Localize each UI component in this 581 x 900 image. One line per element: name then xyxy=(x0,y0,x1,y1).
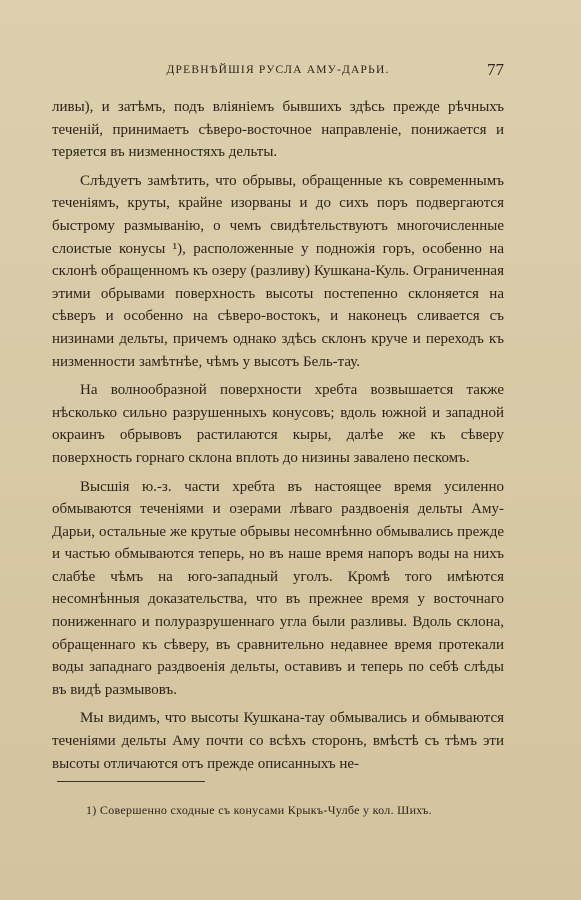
paragraph-2: Слѣдуетъ замѣтить, что обрывы, обращенные къ современнымъ теченіямъ, круты, крайне изорваны и до сихъ поръ подвергаются быстрому размыванію, о чемъ свидѣтельствуютъ многочисленные слоистые конусы ¹), расположенные у подножія горъ, особенно на склонѣ обращенномъ къ озеру (разливу) Кушкана-Куль. Ограниченная этими обрывами поверхность высоты постепенно склоняется на сѣверъ и особенно на сѣверо-востокъ, и наконецъ сливается съ низинами дельты, причемъ однако здѣсь склонъ круче и переходъ къ низменности замѣтнѣе, чѣмъ у высотъ Бель-тау. xyxy=(52,172,504,370)
page-header xyxy=(52,60,504,84)
footnote-rule xyxy=(57,781,205,782)
paragraph-5: Мы видимъ, что высоты Кушкана-тау обмывались и обмываются теченіями дельты Аму почти со всѣхъ сторонъ, вмѣстѣ съ тѣмъ эти высоты отличаются отъ прежде описанныхъ не- xyxy=(52,710,504,772)
paragraph-4: Высшія ю.-з. части хребта въ настоящее время усиленно обмываются теченіями и озерами лѣваго раздвоенія дельты Аму-Дарьи, остальные же крутые обрывы несомнѣнно обмывались прежде и частью обмываются теперь, но въ наше время напоръ воды на нихъ слабѣе чѣмъ на юго-западный уголъ. Кромѣ того имѣются несомнѣнныя доказательства, что въ прежнее время у восточнаго пониженнаго и полуразрушеннаго угла были разливы. Вдоль склона, обращеннаго къ сѣверу, въ сравнительно недавнее время протекали воды западнаго раздвоенія дельты, оставивъ и теперь по себѣ слѣды въ видѣ размывовъ. xyxy=(52,478,504,698)
footnote: 1) Совершенно сходные съ конусами Крыкъ-Чулбе у кол. Шихъ. xyxy=(86,803,432,817)
paragraph-1: ливы), и затѣмъ, подъ вліяніемъ бывшихъ здѣсь прежде рѣчныхъ теченій, принимаетъ сѣверо-восточное направленіе, понижается и теряется въ низменностяхъ дельты. xyxy=(52,99,504,161)
paragraph-3: На волнообразной поверхности хребта возвышается также нѣсколько сильно разрушенныхъ конусовъ; вдоль южной и западной окраинъ обрывовъ растилаются кыры, далѣе же къ сѣверу поверхность горнаго склона вплоть до низины завалено пескомъ. xyxy=(52,382,504,466)
page-number: 77 xyxy=(487,60,504,79)
body-text xyxy=(52,96,504,781)
running-title: ДРЕВНѢЙШІЯ РУСЛА АМУ-ДАРЬИ. xyxy=(166,64,390,76)
